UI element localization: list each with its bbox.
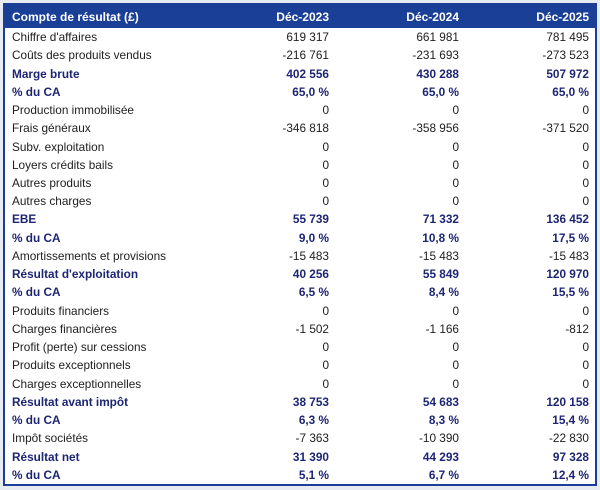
table-row <box>5 210 595 228</box>
row-label: Profit (perte) sur cessions <box>12 340 147 355</box>
row-label: Coûts des produits vendus <box>12 48 152 63</box>
row-value: 31 390 <box>292 449 329 464</box>
row-value: 65,0 % <box>552 84 589 99</box>
row-label: Amortissements et provisions <box>12 248 167 263</box>
row-value: 6,3 % <box>298 413 329 428</box>
row-label: Subv. exploitation <box>12 139 105 154</box>
table-row <box>5 28 595 46</box>
table-row <box>5 338 595 356</box>
table-row <box>5 393 595 411</box>
row-value: 0 <box>582 376 589 391</box>
table-row <box>5 429 595 447</box>
row-value: 0 <box>322 175 329 190</box>
row-value: 0 <box>452 303 459 318</box>
row-value: 0 <box>452 175 459 190</box>
row-value: 0 <box>322 303 329 318</box>
row-label: Résultat avant impôt <box>12 394 129 409</box>
table-row <box>5 283 595 301</box>
row-value: 6,7 % <box>428 467 459 482</box>
row-value: 0 <box>582 103 589 118</box>
row-label: % du CA <box>12 84 61 99</box>
row-value: -812 <box>565 321 589 336</box>
row-value: -7 363 <box>295 431 329 446</box>
row-value: 402 556 <box>286 66 329 81</box>
row-value: 120 158 <box>546 394 589 409</box>
row-value: 0 <box>322 194 329 209</box>
row-label: Chiffre d'affaires <box>12 30 98 45</box>
row-value: 0 <box>582 303 589 318</box>
table-row <box>5 356 595 374</box>
row-value: -273 523 <box>542 48 589 63</box>
column-header-dec-2024: Déc-2024 <box>406 9 459 24</box>
row-value: 0 <box>322 376 329 391</box>
row-value: 10,8 % <box>422 230 459 245</box>
row-value: 0 <box>322 103 329 118</box>
row-value: -10 390 <box>418 431 459 446</box>
row-value: 0 <box>452 376 459 391</box>
row-label: Impôt sociétés <box>12 431 89 446</box>
table-header-row <box>5 5 595 28</box>
row-value: 507 972 <box>546 66 589 81</box>
row-value: 0 <box>582 340 589 355</box>
row-value: -1 166 <box>425 321 459 336</box>
row-value: 15,4 % <box>552 413 589 428</box>
row-value: 120 970 <box>546 267 589 282</box>
table-body <box>5 28 595 484</box>
table-row <box>5 64 595 82</box>
row-label: Produits exceptionnels <box>12 358 131 373</box>
income-statement-table <box>3 3 597 486</box>
row-value: 55 849 <box>422 267 459 282</box>
row-value: 8,3 % <box>428 413 459 428</box>
row-label: Résultat net <box>12 449 80 464</box>
row-label: Frais généraux <box>12 121 91 136</box>
table-row <box>5 302 595 320</box>
row-value: 0 <box>582 139 589 154</box>
table-row <box>5 265 595 283</box>
table-row <box>5 411 595 429</box>
row-label: Autres produits <box>12 175 92 190</box>
row-value: 0 <box>322 157 329 172</box>
row-value: 9,0 % <box>298 230 329 245</box>
row-label: Autres charges <box>12 194 92 209</box>
row-value: 0 <box>322 358 329 373</box>
row-value: 6,5 % <box>298 285 329 300</box>
row-label: % du CA <box>12 285 61 300</box>
row-value: 17,5 % <box>552 230 589 245</box>
row-value: 8,4 % <box>428 285 459 300</box>
row-value: -358 956 <box>412 121 459 136</box>
row-label: % du CA <box>12 413 61 428</box>
table-row <box>5 174 595 192</box>
row-label: Loyers crédits bails <box>12 157 113 172</box>
table-row <box>5 466 595 484</box>
row-value: -371 520 <box>542 121 589 136</box>
row-value: 0 <box>582 157 589 172</box>
table-row <box>5 247 595 265</box>
row-label: % du CA <box>12 230 61 245</box>
row-value: 0 <box>452 103 459 118</box>
row-value: 65,0 % <box>292 84 329 99</box>
row-value: -15 483 <box>418 248 459 263</box>
row-label: Charges financières <box>12 321 117 336</box>
row-value: 71 332 <box>422 212 459 227</box>
row-value: -15 483 <box>548 248 589 263</box>
table-row <box>5 46 595 64</box>
table-row <box>5 320 595 338</box>
row-value: -346 818 <box>282 121 329 136</box>
row-label: EBE <box>12 212 37 227</box>
row-value: -1 502 <box>295 321 329 336</box>
table-title: Compte de résultat (£) <box>12 9 139 24</box>
row-value: 136 452 <box>546 212 589 227</box>
table-row <box>5 119 595 137</box>
table-row <box>5 101 595 119</box>
table-row <box>5 137 595 155</box>
row-label: % du CA <box>12 467 61 482</box>
row-value: -231 693 <box>412 48 459 63</box>
table-row <box>5 156 595 174</box>
row-label: Résultat d'exploitation <box>12 267 139 282</box>
row-value: 0 <box>582 175 589 190</box>
row-value: 619 317 <box>286 30 329 45</box>
row-value: -15 483 <box>288 248 329 263</box>
row-value: -216 761 <box>282 48 329 63</box>
row-value: 661 981 <box>416 30 459 45</box>
row-label: Marge brute <box>12 66 80 81</box>
row-value: 0 <box>452 340 459 355</box>
row-value: 15,5 % <box>552 285 589 300</box>
row-value: 5,1 % <box>298 467 329 482</box>
row-value: 65,0 % <box>422 84 459 99</box>
row-value: 0 <box>452 194 459 209</box>
row-value: 12,4 % <box>552 467 589 482</box>
row-value: 54 683 <box>422 394 459 409</box>
row-value: 0 <box>452 358 459 373</box>
table-row <box>5 83 595 101</box>
row-value: 0 <box>322 340 329 355</box>
row-value: 0 <box>322 139 329 154</box>
row-value: 38 753 <box>292 394 329 409</box>
table-row <box>5 374 595 392</box>
column-header-dec-2023: Déc-2023 <box>276 9 329 24</box>
row-value: 0 <box>582 358 589 373</box>
column-header-dec-2025: Déc-2025 <box>536 9 589 24</box>
row-value: 97 328 <box>552 449 589 464</box>
table-row <box>5 229 595 247</box>
row-label: Charges exceptionnelles <box>12 376 142 391</box>
row-value: 0 <box>452 139 459 154</box>
row-value: 55 739 <box>292 212 329 227</box>
row-value: 0 <box>582 194 589 209</box>
row-value: 0 <box>452 157 459 172</box>
row-label: Produits financiers <box>12 303 110 318</box>
row-value: 781 495 <box>546 30 589 45</box>
row-value: 430 288 <box>416 66 459 81</box>
row-label: Production immobilisée <box>12 103 134 118</box>
table-row <box>5 192 595 210</box>
row-value: 44 293 <box>422 449 459 464</box>
row-value: 40 256 <box>292 267 329 282</box>
table-row <box>5 447 595 465</box>
row-value: -22 830 <box>548 431 589 446</box>
